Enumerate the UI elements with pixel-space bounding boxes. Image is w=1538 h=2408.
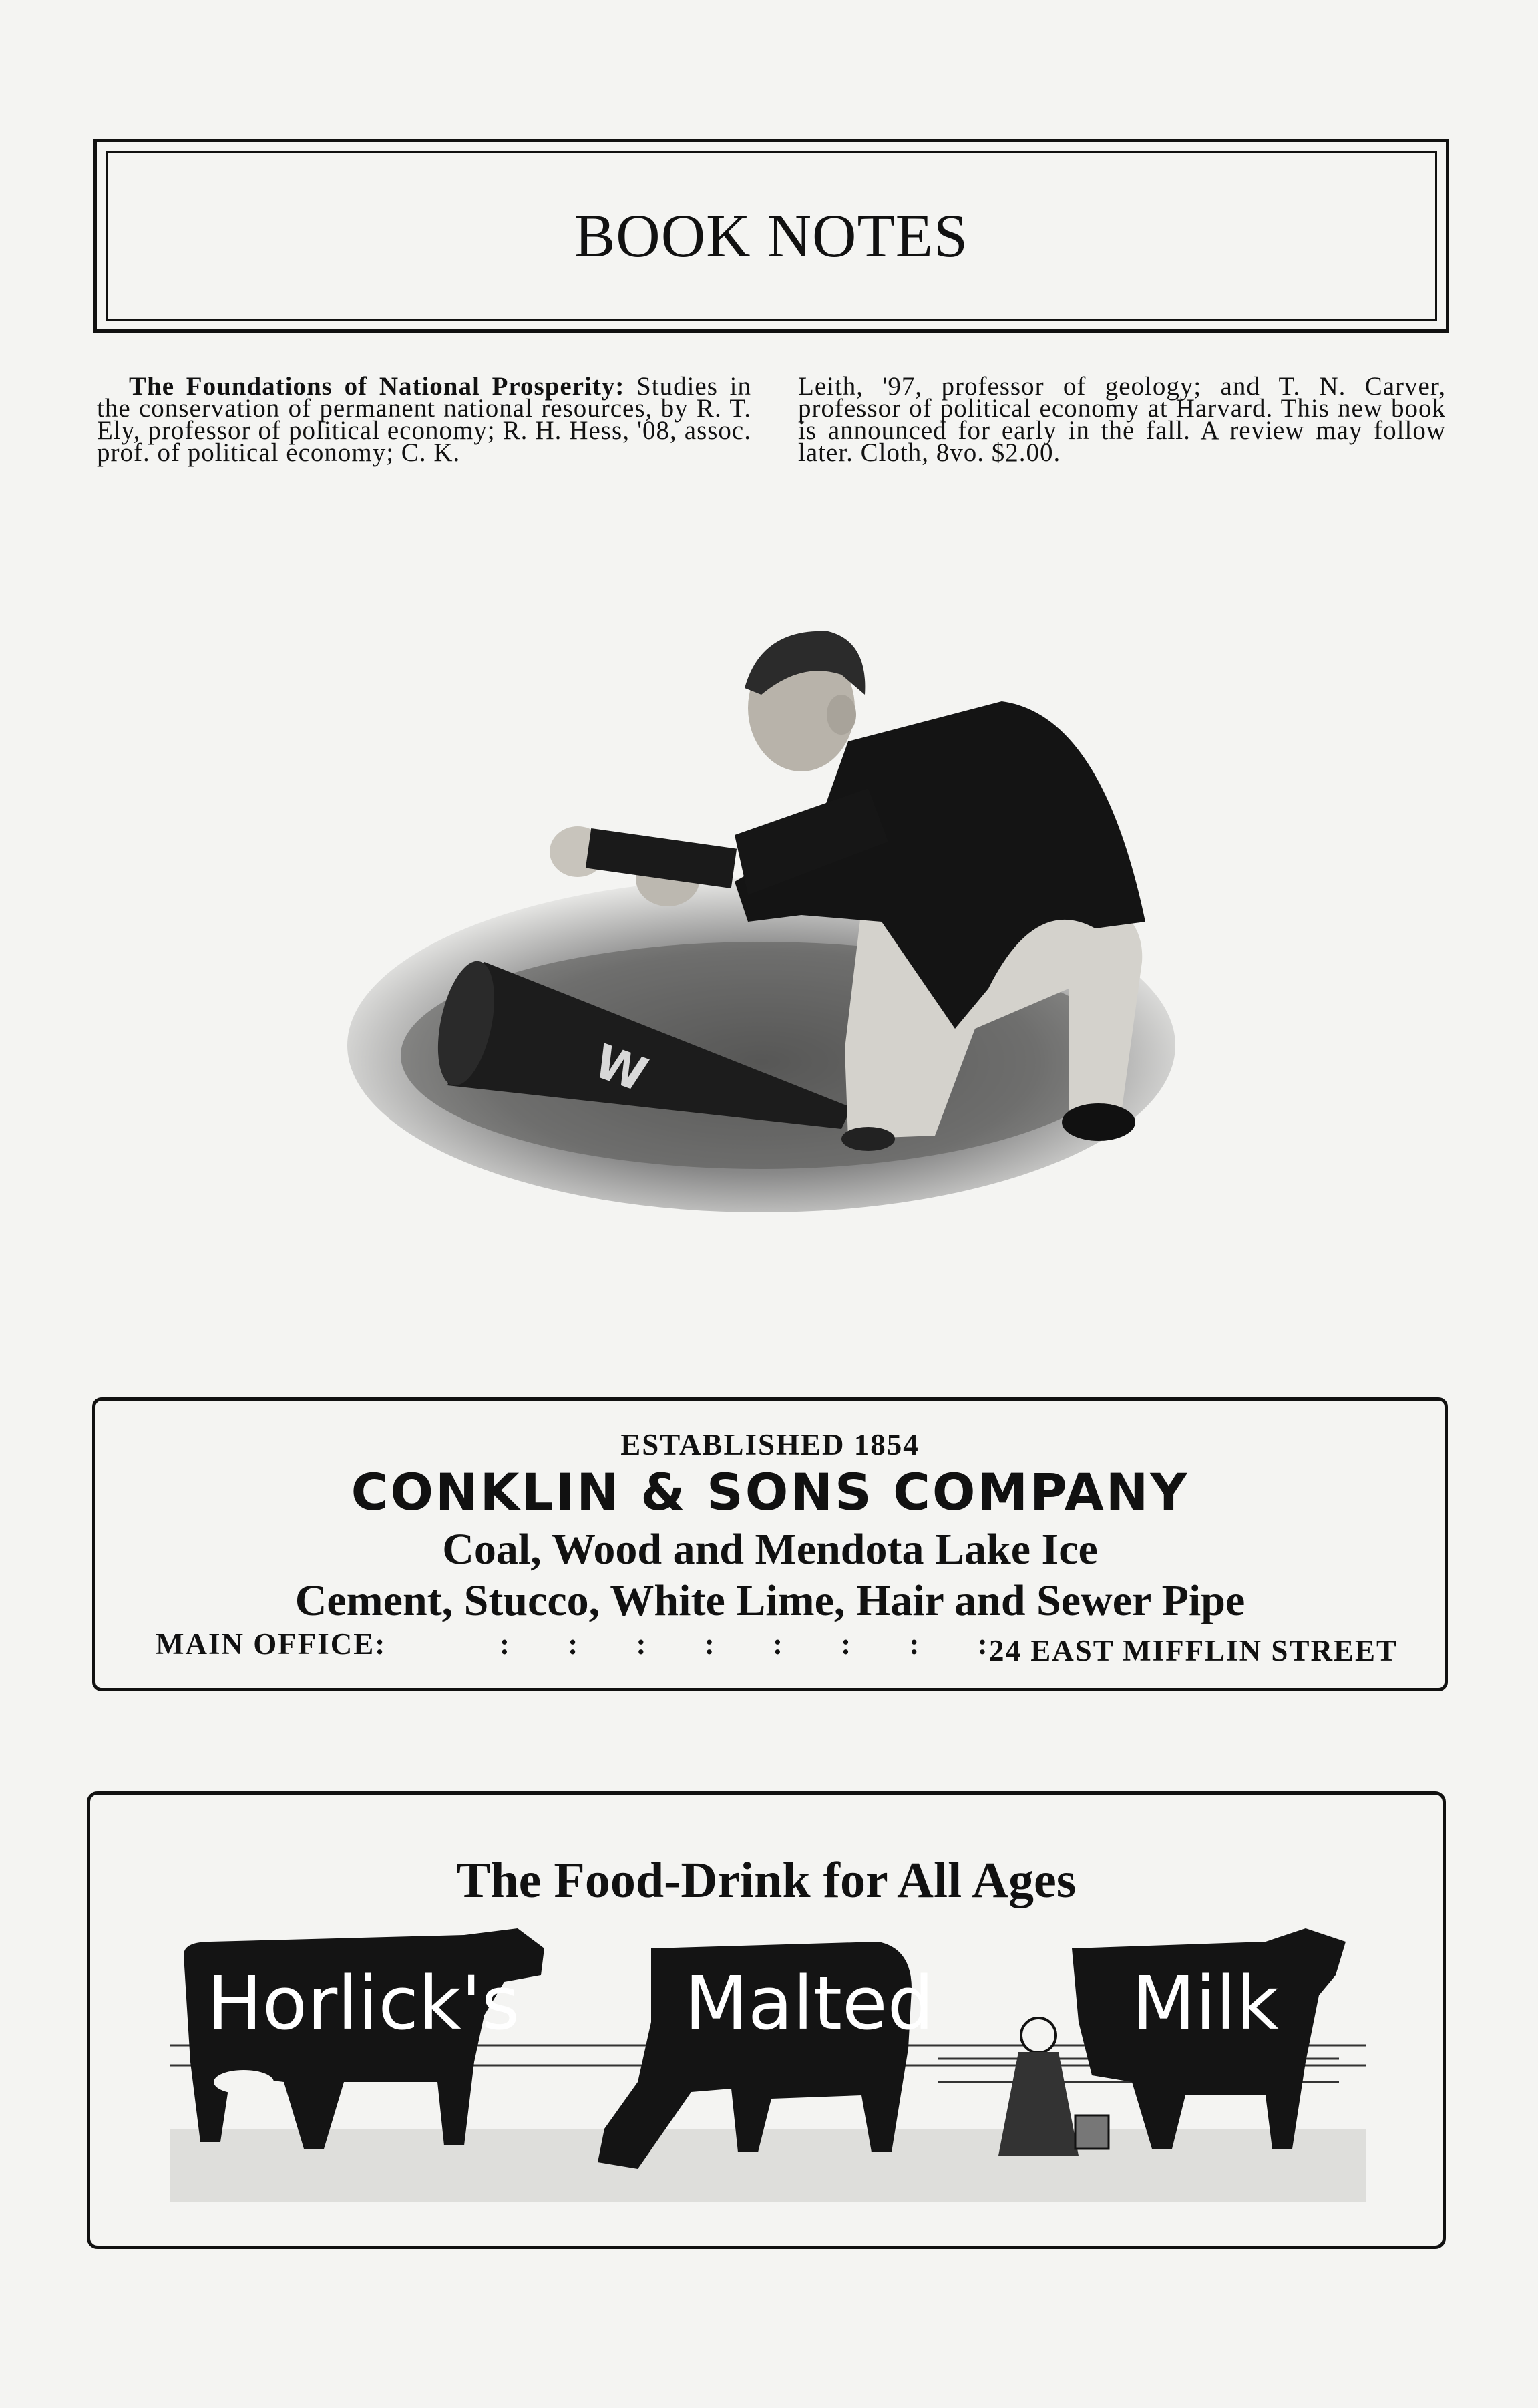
cow-word-1: Horlick's [207, 1960, 520, 2046]
cow-1-icon [184, 1928, 544, 2149]
header-inner-frame [106, 151, 1437, 321]
book-note-right-column [798, 372, 1446, 467]
conklin-advertisement [92, 1397, 1448, 1691]
page-title: BOOK NOTES [574, 202, 969, 270]
conklin-office-label: MAIN OFFICE: [156, 1627, 387, 1661]
conklin-products-line-2: Cement, Stucco, White Lime, Hair and Sewer Pipe [295, 1576, 1245, 1625]
horlicks-tagline: The Food-Drink for All Ages [456, 1852, 1077, 1908]
conklin-dot-leader: : : : : : : : : [500, 1627, 1013, 1661]
book-title: The Foundations of National Prosperity: [129, 372, 625, 401]
conklin-established: ESTABLISHED 1854 [620, 1428, 920, 1461]
cow-word-3: Milk [1132, 1960, 1279, 2046]
conklin-address: 24 EAST MIFFLIN STREET [988, 1634, 1398, 1667]
cows-illustration [170, 1928, 1366, 2216]
conklin-products-line-1: Coal, Wood and Mendota Lake Ice [442, 1525, 1098, 1574]
cow-3-icon [1072, 1928, 1346, 2149]
book-note-left-text: Studies in the conservation of permanent national resources, by R. T. Ely, professor of political economy; R. H. Hess, '08, assoc. prof. of political economy; C. K. [97, 372, 751, 467]
cow-word-2: Malted [685, 1960, 934, 2046]
book-note-left-column [97, 372, 751, 467]
book-note-right-text: Leith, '97, professor of geology; and T. N. Carver, professor of political economy at Harvard. This new book is announced for early in the fall. A review may follow later. Cloth, 8vo. $2.00. [798, 372, 1446, 467]
megaphone-letter: W [587, 1033, 654, 1103]
cheerleader-photo [334, 615, 1215, 1269]
conklin-company-name: CONKLIN & SONS COMPANY [351, 1462, 1189, 1522]
horlicks-advertisement [87, 1791, 1446, 2249]
